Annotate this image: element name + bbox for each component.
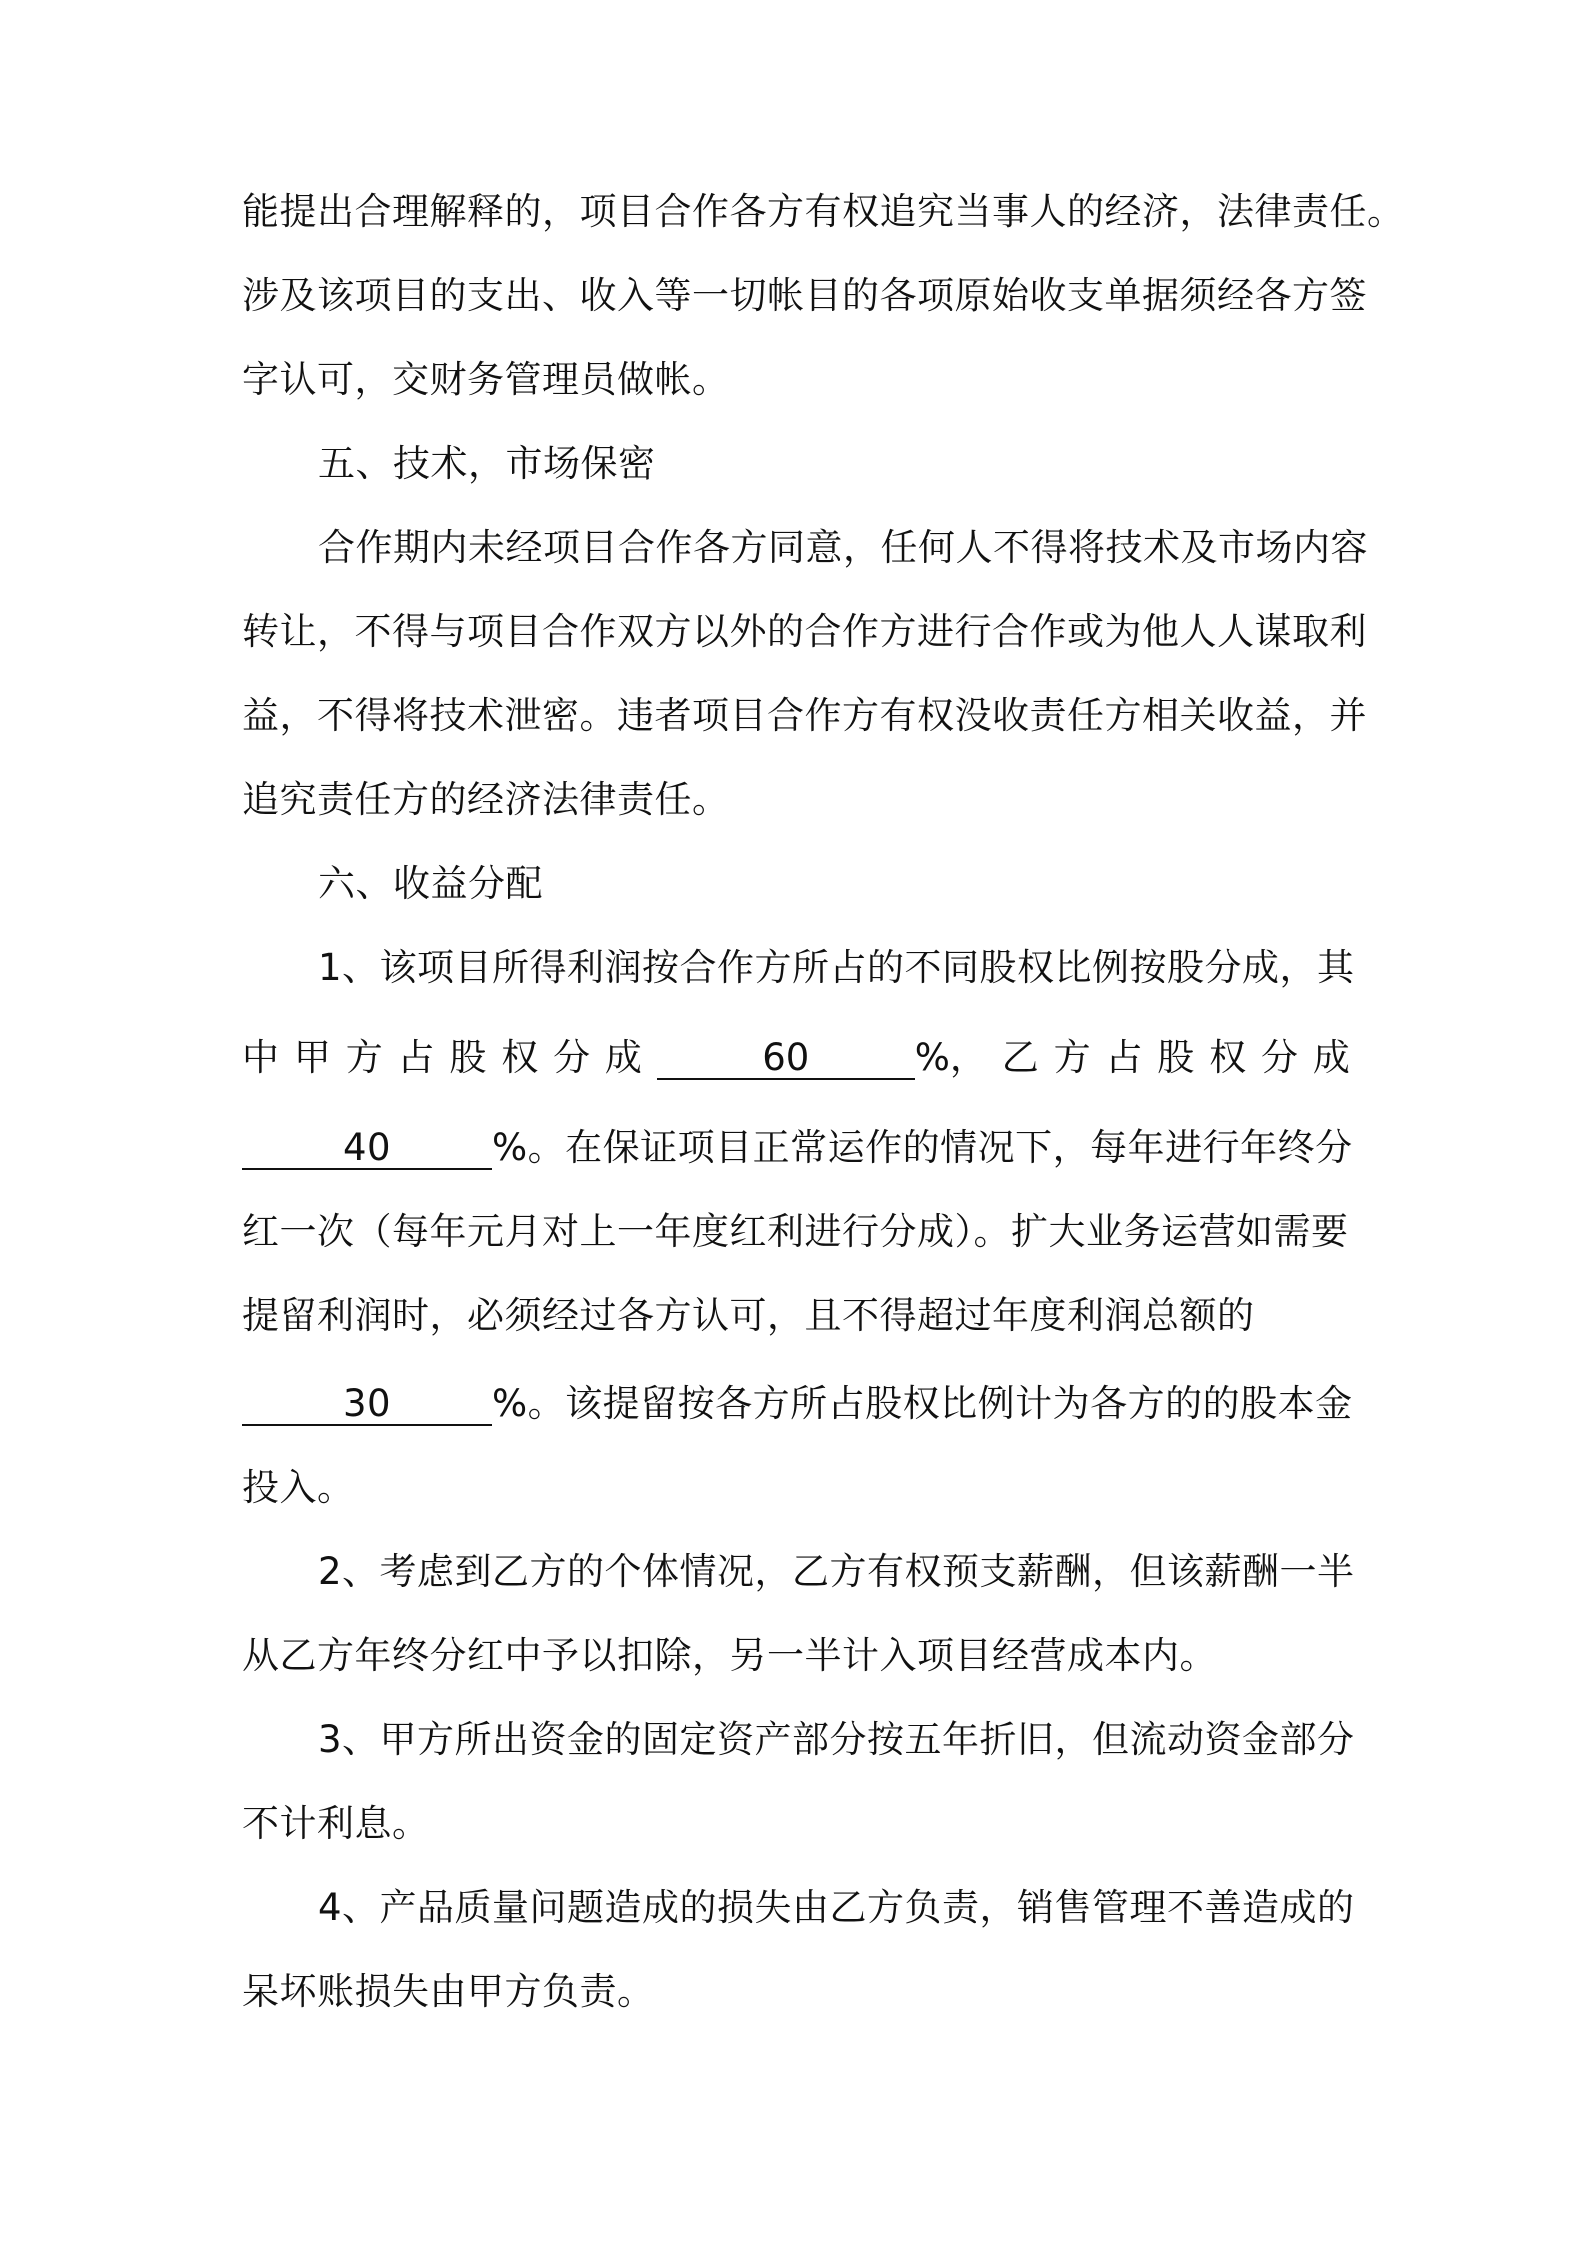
char: 方 [345, 1036, 383, 1079]
share-ratio-line [242, 1036, 1350, 1080]
char: 占 [1105, 1036, 1143, 1079]
char: 成 [604, 1036, 642, 1079]
text-line: 4、产品质量问题造成的损失由乙方负责，销售管理不善造成的 [318, 1886, 1355, 1929]
char: 股 [449, 1036, 487, 1079]
char: 中 [242, 1036, 279, 1079]
party-b-share-blank [242, 1128, 492, 1170]
share-ratio-line-2 [242, 1126, 1353, 1170]
party-b-share-value: 40 [342, 1126, 392, 1169]
text-line: 字认可，交财务管理员做帐。 [242, 358, 730, 401]
reserve-ratio-blank [242, 1384, 492, 1426]
text-line: 提留利润时，必须经过各方认可，且不得超过年度利润总额的 [242, 1294, 1255, 1337]
party-a-share-value: 60 [762, 1036, 810, 1079]
text-line: 从乙方年终分红中予以扣除，另一半计入项目经营成本内。 [242, 1634, 1217, 1677]
text-line: 益，不得将技术泄密。违者项目合作方有权没收责任方相关收益，并 [242, 694, 1367, 737]
text-line: 2、考虑到乙方的个体情况，乙方有权预支薪酬，但该薪酬一半 [318, 1550, 1355, 1593]
char: 权 [1209, 1036, 1247, 1079]
text-line: 不计利息。 [242, 1802, 430, 1845]
char: 权 [501, 1036, 539, 1079]
char: 分 [553, 1036, 591, 1079]
party-a-share-blank [657, 1038, 915, 1080]
char: 股 [1157, 1036, 1195, 1079]
text-line: 涉及该项目的支出、收入等一切帐目的各项原始收支单据须经各方签 [242, 274, 1367, 317]
reserve-ratio-line [242, 1382, 1353, 1426]
char: 乙 [1001, 1036, 1039, 1079]
char: 方 [1053, 1036, 1091, 1079]
text-fragment: %。该提留按各方所占股权比例计为各方的的股本金 [492, 1382, 1353, 1425]
text-line: 追究责任方的经济法律责任。 [242, 778, 730, 821]
char: 成 [1312, 1036, 1350, 1079]
reserve-ratio-value: 30 [342, 1382, 392, 1425]
percent-sign: %， [914, 1036, 987, 1079]
text-line: 呆坏账损失由甲方负责。 [242, 1970, 655, 2013]
text-fragment: %。在保证项目正常运作的情况下，每年进行年终分 [492, 1126, 1353, 1169]
char: 占 [397, 1036, 435, 1079]
section-heading: 六、收益分配 [318, 862, 543, 905]
text-line: 能提出合理解释的，项目合作各方有权追究当事人的经济，法律责任。 [242, 190, 1405, 233]
text-line: 红一次（每年元月对上一年度红利进行分成）。扩大业务运营如需要 [242, 1210, 1349, 1253]
text-line: 3、甲方所出资金的固定资产部分按五年折旧，但流动资金部分 [318, 1718, 1355, 1761]
text-line: 合作期内未经项目合作各方同意，任何人不得将技术及市场内容 [318, 526, 1368, 569]
text-line: 转让，不得与项目合作双方以外的合作方进行合作或为他人人谋取利 [242, 610, 1367, 653]
char: 分 [1260, 1036, 1298, 1079]
text-line: 投入。 [242, 1466, 355, 1509]
text-line: 1、该项目所得利润按合作方所占的不同股权比例按股分成，其 [318, 946, 1355, 989]
section-heading: 五、技术，市场保密 [318, 442, 656, 485]
char: 甲 [293, 1036, 331, 1079]
